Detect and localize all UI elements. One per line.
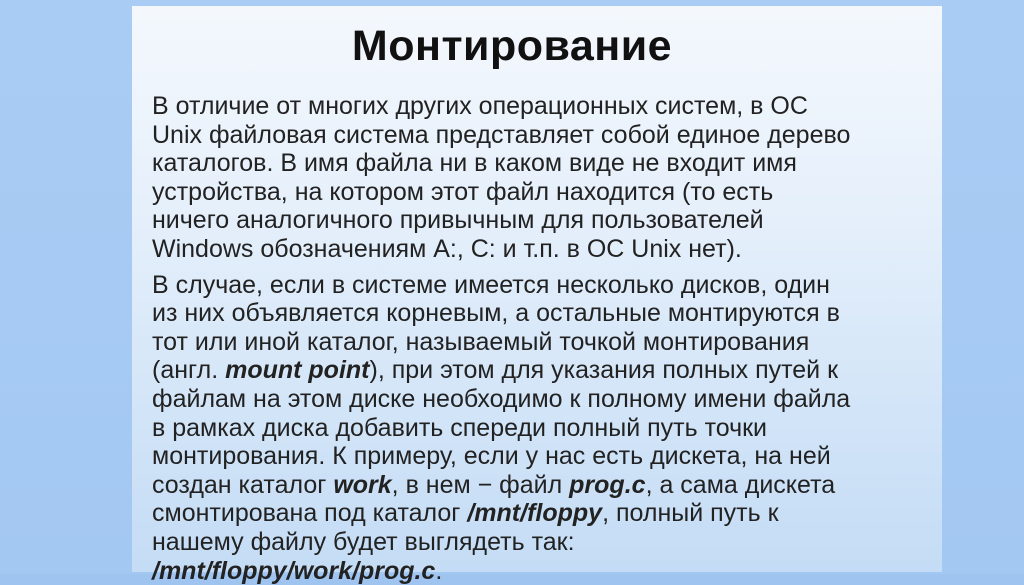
text-line xyxy=(152,235,942,264)
emphasized-term: /mnt/floppy/work/prog.c xyxy=(152,557,435,585)
slide-body xyxy=(152,92,942,585)
text-line xyxy=(152,499,942,528)
text-line xyxy=(152,356,942,385)
slide-title: Монтирование xyxy=(0,22,1024,71)
text-line xyxy=(152,271,942,300)
text-line xyxy=(152,149,942,178)
text-segment: смонтирована под каталог xyxy=(152,499,467,527)
text-segment: тот или иной каталог, называемый точкой монтирования xyxy=(152,328,809,356)
text-segment: . xyxy=(435,557,442,585)
text-segment: , в нем − файл xyxy=(392,471,569,499)
text-segment: нашему файлу будет выглядеть так: xyxy=(152,528,575,556)
text-segment: в рамках диска добавить спереди полный путь точки xyxy=(152,414,767,442)
text-segment: каталогов. В имя файла ни в каком виде не входит имя xyxy=(152,149,797,177)
text-line xyxy=(152,121,942,150)
text-line xyxy=(152,92,942,121)
text-segment: (англ. xyxy=(152,356,225,384)
text-segment: Windows обозначениям A:, C: и т.п. в ОС Unix нет). xyxy=(152,235,742,263)
text-segment: ), при этом для указания полных путей к xyxy=(370,356,839,384)
text-segment: файлам на этом диске необходимо к полному имени файла xyxy=(152,385,850,413)
text-line xyxy=(152,528,942,557)
text-segment: В случае, если в системе имеется несколько дисков, один xyxy=(152,271,830,299)
text-line xyxy=(152,442,942,471)
text-line xyxy=(152,299,942,328)
text-line xyxy=(152,178,942,207)
text-line xyxy=(152,471,942,500)
text-segment: монтирования. К примеру, если у нас есть дискета, на ней xyxy=(152,442,831,470)
text-segment: из них объявляется корневым, а остальные монтируются в xyxy=(152,299,840,327)
text-line xyxy=(152,414,942,443)
emphasized-term: /mnt/floppy xyxy=(467,499,602,527)
emphasized-term: prog.c xyxy=(569,471,645,499)
text-segment: , а сама дискета xyxy=(646,471,836,499)
text-line xyxy=(152,206,942,235)
emphasized-term: work xyxy=(333,471,391,499)
text-segment: устройства, на котором этот файл находится (то есть xyxy=(152,178,773,206)
paragraph-1 xyxy=(152,92,942,264)
text-line xyxy=(152,557,942,585)
text-segment: Unix файловая система представляет собой единое дерево xyxy=(152,121,850,149)
paragraph-2 xyxy=(152,271,942,585)
text-line xyxy=(152,385,942,414)
text-segment: создан каталог xyxy=(152,471,333,499)
text-segment: , полный путь к xyxy=(602,499,778,527)
text-segment: ничего аналогичного привычным для пользователей xyxy=(152,206,764,234)
text-line xyxy=(152,328,942,357)
text-segment: В отличие от многих других операционных систем, в ОС xyxy=(152,92,808,120)
emphasized-term: mount point xyxy=(225,356,369,384)
